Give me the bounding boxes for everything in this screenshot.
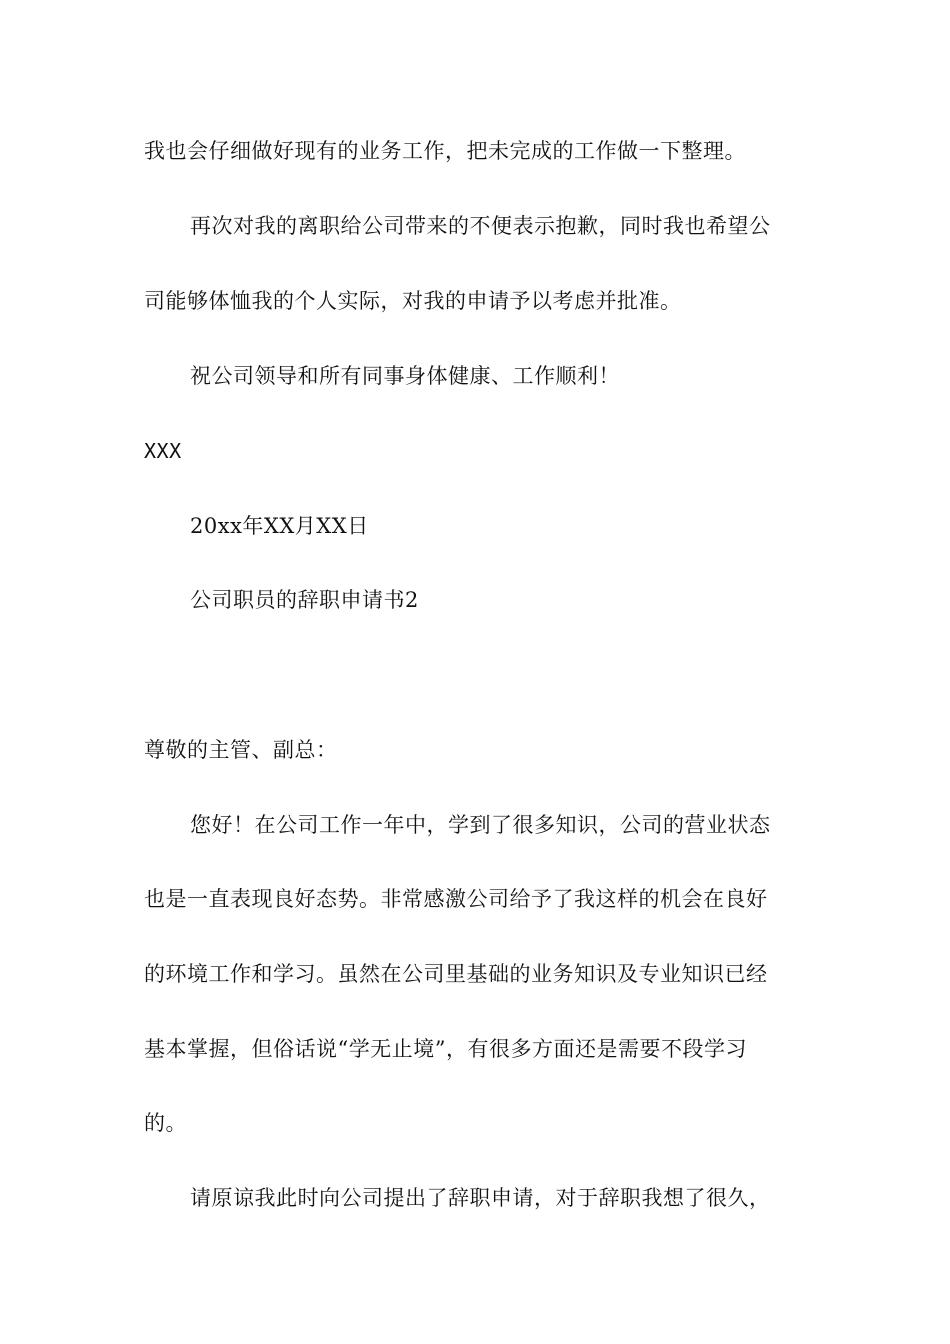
salutation: 尊敬的主管、副总： [144,738,338,762]
signature-name: XXX [144,439,182,463]
closing-wish: 祝公司领导和所有同事身体健康、工作顺利！ [190,364,620,388]
paragraph-line: 的。 [144,1111,187,1135]
paragraph-line: 再次对我的离职给公司带来的不便表示抱歉，同时我也希望公 [190,214,771,238]
paragraph-line: 也是一直表现良好态势。非常感激公司给予了我这样的机会在良好 [144,887,768,911]
paragraph-line: 我也会仔细做好现有的业务工作，把未完成的工作做一下整理。 [144,139,746,163]
paragraph-line: 您好！在公司工作一年中，学到了很多知识，公司的营业状态 [190,813,771,837]
paragraph-line: 请原谅我此时向公司提出了辞职申请，对于辞职我想了很久， [190,1186,771,1210]
section-title: 公司职员的辞职申请书2 [190,588,419,612]
paragraph-line: 司能够体恤我的个人实际，对我的申请予以考虑并批准。 [144,289,682,313]
paragraph-line: 基本掌握，但俗话说“学无止境”，有很多方面还是需要不段学习 [144,1037,747,1061]
signature-date: 20xx年XX月XX日 [190,514,369,538]
paragraph-line: 的环境工作和学习。虽然在公司里基础的业务知识及专业知识已经 [144,962,768,986]
